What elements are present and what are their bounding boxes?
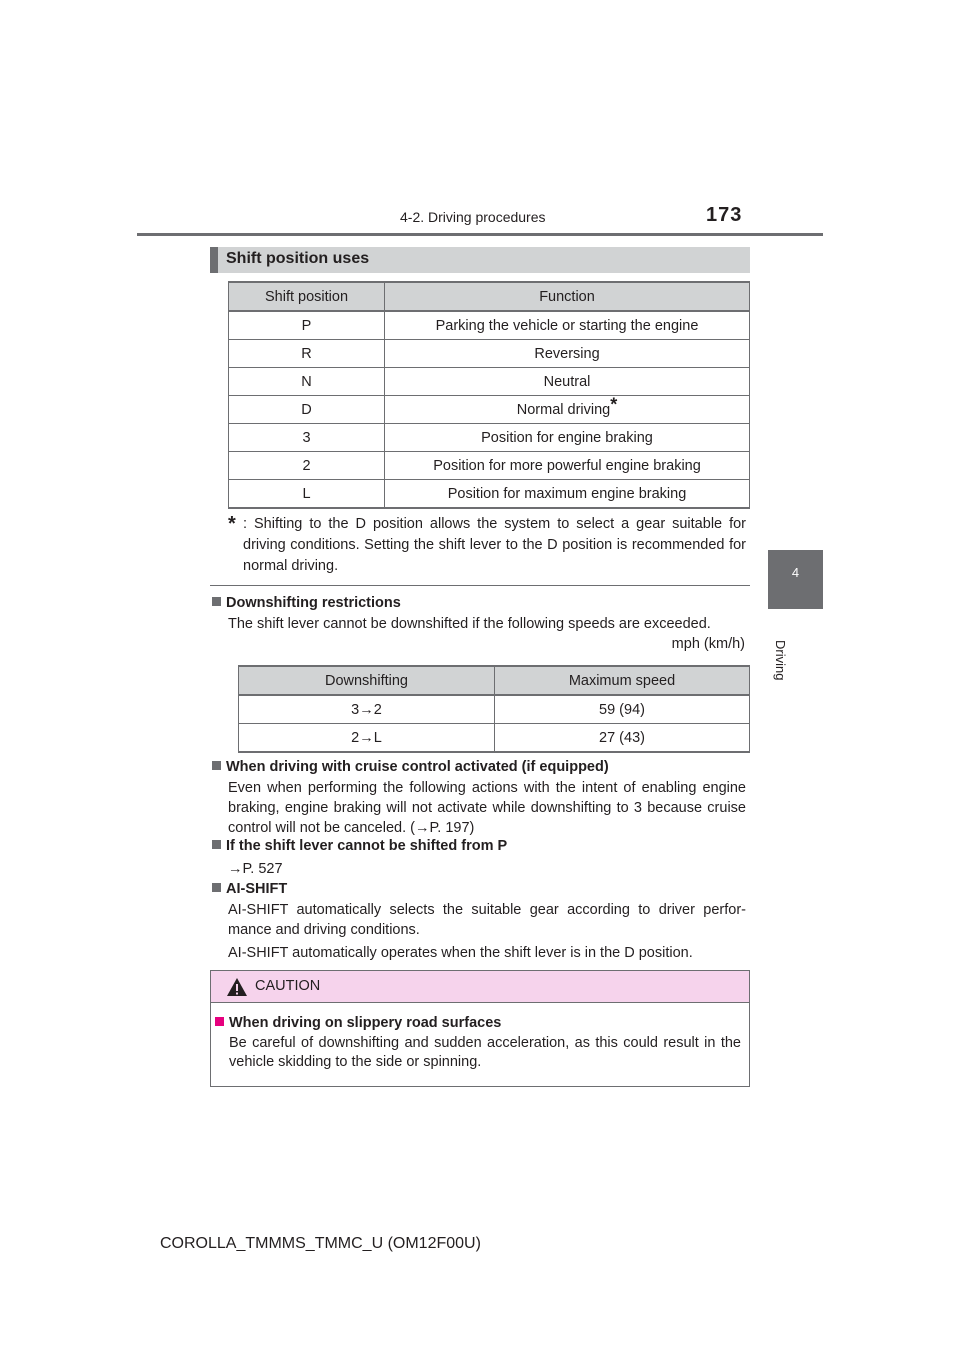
shift-position-table: [228, 281, 750, 509]
table-row: [229, 452, 750, 480]
caution-heading: [215, 1015, 501, 1031]
chapter-label: Driving: [773, 640, 788, 681]
function-cell: Position for maximum engine braking: [385, 480, 750, 509]
caution-title: CAUTION: [255, 978, 321, 994]
ai-shift-text-1: AI-SHIFT automatically selects the suitable gear according to driver perfor-mance and driving conditions.: [228, 902, 746, 938]
warning-triangle-icon: [226, 977, 248, 997]
downshifting-heading: [212, 595, 401, 611]
shift-position-cell: N: [229, 368, 385, 396]
max-speed-cell: 59 (94): [495, 695, 750, 724]
table-row: [229, 424, 750, 452]
square-bullet-icon: [212, 761, 221, 770]
max-speed-cell: 27 (43): [495, 724, 750, 753]
function-text: Normal driving: [516, 401, 611, 418]
caution-header: [211, 971, 749, 1003]
function-cell: Parking the vehicle or starting the engine: [385, 311, 750, 340]
chapter-tab: [768, 550, 823, 609]
downshifting-table: [238, 665, 750, 753]
function-cell: Position for engine braking: [385, 424, 750, 452]
cruise-text: Even when performing the following actions with the intent of enabling engine braking, engine braking will not activate while downshifting to 3 because cruise control will not be canceled. (→P. 197): [228, 780, 746, 836]
footnote-marker: *: [610, 393, 618, 414]
function-cell: Position for more powerful engine braking: [385, 452, 750, 480]
shift-lever-heading: [212, 838, 507, 854]
caution-heading-text: When driving on slippery road surfaces: [229, 1015, 502, 1031]
footnote-mark: *: [228, 513, 236, 535]
table-row: [239, 695, 750, 724]
shift-position-cell: L: [229, 480, 385, 509]
square-bullet-icon: [212, 840, 221, 849]
footnote-text: : Shifting to the D position allows the system to select a gear suitable for driving conditions. Setting the shift lever to the D position is recommended for normal driving.: [243, 516, 746, 574]
running-header-section: 4-2. Driving procedures: [400, 209, 546, 225]
table-row: [239, 724, 750, 753]
shift-position-cell: D: [229, 396, 385, 424]
column-header-downshifting: Downshifting: [239, 666, 495, 695]
downshift-cell: 3→2: [239, 695, 495, 724]
shift-lever-heading-text: If the shift lever cannot be shifted from P: [226, 838, 508, 854]
table-row: [229, 396, 750, 424]
shift-position-cell: 3: [229, 424, 385, 452]
function-cell: [385, 393, 750, 424]
downshifting-text: The shift lever cannot be downshifted if the following speeds are exceeded.: [228, 616, 711, 632]
square-bullet-icon: [212, 597, 221, 606]
cruise-heading-text: When driving with cruise control activated (if equipped): [226, 759, 609, 775]
caution-box: [210, 970, 750, 1087]
section-header: [210, 247, 750, 273]
ai-shift-text-2: AI-SHIFT automatically operates when the shift lever is in the D position.: [228, 945, 693, 961]
table-row: [229, 340, 750, 368]
column-header-function: Function: [385, 282, 750, 311]
table-header-row: [239, 666, 750, 695]
shift-lever-page-ref: →P. 527: [228, 861, 283, 877]
column-header-maximum-speed: Maximum speed: [495, 666, 750, 695]
table-row: [229, 311, 750, 340]
downshifting-heading-text: Downshifting restrictions: [226, 595, 401, 611]
function-cell: Neutral: [385, 368, 750, 396]
caution-text: Be careful of downshifting and sudden acceleration, as this could result in the vehicle skidding to the side or spinning.: [229, 1035, 741, 1070]
speed-unit-label: mph (km/h): [671, 636, 745, 652]
cruise-heading: [212, 759, 609, 775]
square-bullet-icon: [215, 1017, 224, 1026]
downshift-cell: 2→L: [239, 724, 495, 753]
table-header-row: [229, 282, 750, 311]
page-number: 173: [706, 204, 743, 226]
function-cell: Reversing: [385, 340, 750, 368]
document-footer: COROLLA_TMMMS_TMMC_U (OM12F00U): [160, 1235, 481, 1252]
section-title: Shift position uses: [226, 250, 370, 267]
square-bullet-icon: [212, 883, 221, 892]
ai-shift-heading-text: AI-SHIFT: [226, 881, 288, 897]
footnote-rule: [210, 585, 750, 586]
table-row: [229, 368, 750, 396]
table-row: [229, 480, 750, 509]
table-footnote: [228, 514, 746, 577]
shift-position-cell: R: [229, 340, 385, 368]
header-rule: [137, 233, 823, 236]
column-header-shift-position: Shift position: [229, 282, 385, 311]
shift-position-cell: P: [229, 311, 385, 340]
ai-shift-heading: [212, 881, 287, 897]
shift-position-cell: 2: [229, 452, 385, 480]
chapter-number: 4: [791, 565, 800, 580]
